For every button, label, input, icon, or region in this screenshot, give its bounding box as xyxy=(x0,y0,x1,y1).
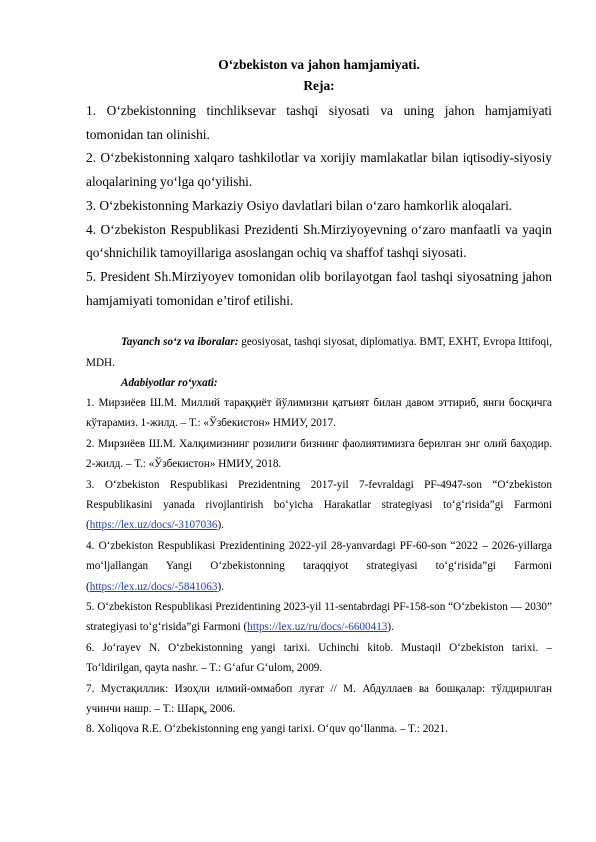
keywords-text: geosiyosat, tashqi siyosat, diplomatiya. BMT, EXHT, Evropa Ittifoqi, MDH. xyxy=(86,336,552,369)
reference-text: 2. Мирзиёев Ш.М. Халқимизнинг розилиги бизнинг фаолиятимизга берилган энг олий баҳодир. 2-жилд. – Т.: «Ўзбекистон» НМИУ, 2018. xyxy=(86,437,552,471)
reference-item xyxy=(86,638,552,679)
bibliography-list xyxy=(86,393,552,740)
plan-item: 4. O‘zbekiston Respublikasi Prezidenti Sh.Mirziyoyevning o‘zaro manfaatli va yaqin qo‘shnichilik tamoyillariga asoslangan ochiq va shaffof tashqi siyosati. xyxy=(86,221,552,261)
document-page xyxy=(86,56,552,740)
plan-item: 3. O‘zbekistonning Markaziy Osiyo davlatlari bilan o‘zaro hamkorlik aloqalari. xyxy=(86,197,513,213)
reference-item xyxy=(86,597,552,638)
plan-heading: Reja: xyxy=(303,78,335,93)
reference-text: 1. Мирзиёев Ш.М. Миллий тараққиёт йўлимизни қатъият билан давом эттириб, янги босқичга кўтарамиз. 1-жилд. – Т.: «Ўзбекистон» НМИУ, 2017. xyxy=(86,396,552,430)
bibliography-heading xyxy=(86,373,552,393)
reference-item xyxy=(86,719,552,739)
plan-item: 5. President Sh.Mirziyoyev tomonidan olib borilayotgan faol tashqi siyosatning jahon hamjamiyati tomonidan e’tirof etilishi. xyxy=(86,268,552,308)
plan-item: 1. O‘zbekistonning tinchliksevar tashqi siyosati va uning jahon hamjamiyati tomonidan tan olinishi. xyxy=(86,103,552,142)
keywords-paragraph xyxy=(86,332,552,372)
reference-text: 7. Мустақиллик: Изоҳли илмий-оммабоп луғат // М. Абдуллаев ва бошқалар: тўлдирилган учинчи нашр. – Т.: Шарқ, 2006. xyxy=(86,682,552,716)
reference-link[interactable]: https://lex.uz/docs/-5841063 xyxy=(89,580,218,593)
document-title: O‘zbekiston va jahon hamjamiyati. xyxy=(218,57,420,72)
reference-item xyxy=(86,434,552,475)
reference-item xyxy=(86,475,552,536)
reference-text: 6. Jo‘rayev N. O‘zbekistonning yangi tarixi. Uchinchi kitob. Mustaqil O‘zbekiston tarixi. – To‘ldirilgan, qayta nashr. – T.: G‘afur G‘ulom, 2009. xyxy=(86,641,552,675)
keywords-label: Tayanch so‘z va iboralar: xyxy=(121,336,239,349)
reference-text-end: ). xyxy=(387,621,394,634)
reference-text: 4. O‘zbekiston Respublikasi Prezidentining 2022-yil 28-yanvardagi PF-60-son “2022 – 2026-yillarga mo‘ljallangan Yangi O‘zbekistonning taraqqiyot strategiyasi to‘g‘risida”gi Farmoni ( xyxy=(86,539,552,593)
reference-text: 3. O‘zbekiston Respublikasi Prezidentning 2017-yil 7-fevraldagi PF-4947-son “O‘zbekiston Respublikasini yanada rivojlantirish bo‘yicha Harakatlar strategiyasi to‘g‘risida”gi Farmoni ( xyxy=(86,478,552,532)
reference-link[interactable]: https://lex.uz/ru/docs/-6600413 xyxy=(247,621,388,634)
reference-text-end: ). xyxy=(217,519,224,532)
plan-item: 2. O‘zbekistonning xalqaro tashkilotlar va xorijiy mamlakatlar bilan iqtisodiy-siyosiy aloqalarining yo‘lga qo‘yilishi. xyxy=(86,150,552,190)
reference-item xyxy=(86,679,552,720)
reference-text-end: ). xyxy=(217,580,224,593)
plan-list xyxy=(86,99,552,312)
reference-link[interactable]: https://lex.uz/docs/-3107036 xyxy=(89,519,218,532)
reference-item xyxy=(86,393,552,434)
reference-item xyxy=(86,536,552,597)
reference-text: 5. O‘zbekiston Respublikasi Prezidentining 2023-yil 11-sentabrdagi PF-158-son “O‘zbekiston — 2030” strategiyasi to‘g‘risida”gi Farmoni ( xyxy=(86,601,552,634)
reference-text: 8. Xoliqova R.E. O‘zbekistonning eng yangi tarixi. O‘quv qo‘llanma. – T.: 2021. xyxy=(86,723,448,736)
bibliography-label: Adabiyotlar ro‘yxati: xyxy=(121,376,218,389)
